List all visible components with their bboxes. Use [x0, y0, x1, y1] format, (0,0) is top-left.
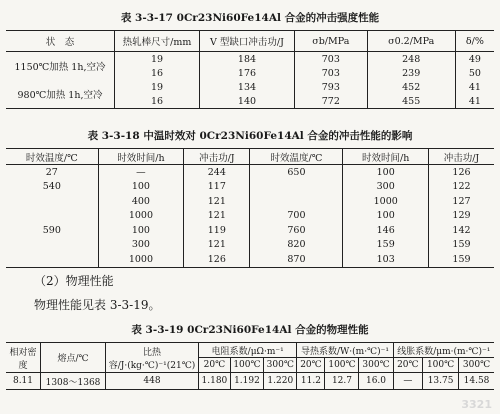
table-cell: 703 — [295, 52, 368, 67]
table-row — [6, 180, 494, 195]
table-cell: 117 — [184, 180, 250, 195]
table-cell: 870 — [250, 252, 343, 267]
table-cell: 159 — [452, 253, 471, 265]
table-cell: 100 — [98, 180, 184, 195]
temperature-header: 100℃ — [230, 358, 263, 373]
table-row — [6, 373, 494, 390]
table-cell: 239 — [367, 66, 455, 80]
table-cell: 129 — [452, 210, 471, 222]
table-cell: 41 — [468, 95, 481, 107]
table-cell: 159 — [452, 239, 471, 251]
table-cell: 760 — [250, 223, 343, 238]
column-header: 线胀系数/μm·(m·℃)⁻¹ — [393, 343, 494, 358]
table-cell: 452 — [367, 80, 455, 94]
table-cell: 1000 — [98, 209, 184, 224]
table-cell: 100 — [343, 165, 429, 180]
table-cell — [6, 209, 98, 224]
table-header-row — [6, 149, 494, 165]
table-cell: 122 — [452, 181, 471, 193]
table-cell: 126 — [452, 166, 471, 178]
table-cell: 41 — [468, 81, 481, 93]
table-cell: 1308～1368 — [41, 373, 106, 390]
table-cell: 300 — [343, 180, 429, 195]
temperature-header: 20℃ — [199, 358, 231, 373]
table-cell: — — [98, 165, 184, 180]
table-cell: 134 — [200, 80, 295, 94]
table-cell: 146 — [343, 223, 429, 238]
column-header: V 型缺口冲击功/J — [200, 31, 295, 52]
table-cell: — — [393, 373, 423, 390]
table-caption: 表 3-3-17 0Cr23Ni60Fe14Al 合金的冲击强度性能 — [120, 12, 380, 24]
table-cell: 126 — [184, 252, 250, 267]
table-row — [6, 238, 494, 253]
table-cell: 1000 — [98, 252, 184, 267]
table-cell: 121 — [184, 209, 250, 224]
table-cell: 13.75 — [423, 373, 459, 390]
table-cell: 19 — [115, 52, 200, 67]
column-header: 冲击功/J — [429, 149, 495, 165]
table-cell: 184 — [200, 52, 295, 67]
column-header: 状 态 — [6, 31, 115, 52]
table-cell: 8.11 — [6, 373, 41, 390]
table-row — [6, 252, 494, 267]
table-cell: 820 — [250, 238, 343, 253]
table-cell: 700 — [250, 209, 343, 224]
table-cell: 703 — [295, 66, 368, 80]
table-cell: 176 — [200, 66, 295, 80]
table-cell: 127 — [452, 195, 471, 207]
temperature-header: 20℃ — [393, 358, 423, 373]
temperature-header: 300℃ — [359, 358, 393, 373]
column-header: 熔点/℃ — [41, 343, 106, 373]
column-header: 时效温度/℃ — [6, 149, 98, 165]
table-cell — [6, 252, 98, 267]
impact-strength-table — [6, 30, 494, 109]
watermark: 3321 — [461, 398, 492, 411]
table-cell: 244 — [184, 165, 250, 180]
table-cell: 248 — [367, 52, 455, 67]
table-row — [6, 223, 494, 238]
table-header-row — [6, 31, 494, 52]
table-cell: 590 — [6, 223, 98, 238]
temperature-header: 300℃ — [264, 358, 297, 373]
table-cell: 1.220 — [264, 373, 297, 390]
table-cell: 16.0 — [359, 373, 393, 390]
table-cell: 11.2 — [297, 373, 325, 390]
table-cell: 980℃加热 1h,空冷 — [6, 80, 115, 109]
table-caption: 表 3-3-19 0Cr23Ni60Fe14Al 合金的物理性能 — [131, 324, 369, 336]
aging-effect-table — [6, 148, 494, 268]
table-cell: 772 — [295, 94, 368, 109]
table-row — [6, 52, 494, 67]
table-cell: 14.58 — [463, 376, 490, 386]
table-cell: 49 — [468, 53, 481, 65]
column-header: 电阻系数/μΩ·m⁻¹ — [199, 343, 297, 358]
table-row — [6, 80, 494, 94]
table-cell — [6, 194, 98, 209]
table-cell: 119 — [184, 223, 250, 238]
temperature-header: 100℃ — [423, 358, 459, 373]
temperature-header: 20℃ — [297, 358, 325, 373]
temperature-header: 300℃ — [459, 358, 494, 373]
table-cell: 300 — [98, 238, 184, 253]
table-cell: 16 — [115, 94, 200, 109]
section-heading: （2）物理性能 — [34, 274, 114, 288]
table-cell: 100 — [343, 209, 429, 224]
column-header: 冲击功/J — [184, 149, 250, 165]
column-header: 热轧棒尺寸/mm — [115, 31, 200, 52]
table-row — [6, 194, 494, 209]
table-cell: 1.180 — [199, 373, 231, 390]
column-header: 导热系数/W·(m·℃)⁻¹ — [297, 343, 393, 358]
table-cell: 455 — [367, 94, 455, 109]
table-row — [6, 165, 494, 180]
column-header: 相对密度 — [6, 343, 41, 373]
table-cell: 1150℃加热 1h,空冷 — [6, 52, 115, 81]
table-cell: 19 — [115, 80, 200, 94]
table-cell: 793 — [295, 80, 368, 94]
column-header: 时效时间/h — [343, 149, 429, 165]
temperature-header: 100℃ — [325, 358, 359, 373]
table-cell: 50 — [468, 67, 481, 79]
column-header: σb/MPa — [295, 31, 368, 52]
table-cell: 103 — [343, 252, 429, 267]
table-cell — [6, 238, 98, 253]
table-cell: 540 — [6, 180, 98, 195]
table-cell: 12.7 — [325, 373, 359, 390]
column-header: 时效时间/h — [98, 149, 184, 165]
table-row — [6, 209, 494, 224]
table-cell: 16 — [115, 66, 200, 80]
table-cell — [250, 180, 343, 195]
table-cell: 142 — [452, 224, 471, 236]
table-cell: 27 — [6, 165, 98, 180]
table-cell: 121 — [184, 194, 250, 209]
table-cell: 100 — [98, 223, 184, 238]
column-header: 时效温度/℃ — [250, 149, 343, 165]
section-body: 物理性能见表 3-3-19。 — [34, 298, 161, 312]
table-cell: 121 — [184, 238, 250, 253]
table-cell: 1000 — [343, 194, 429, 209]
physical-properties-table — [6, 342, 494, 390]
table-caption: 表 3-3-18 中温时效对 0Cr23Ni60Fe14Al 合金的冲击性能的影响 — [87, 130, 413, 142]
table-cell: 1.192 — [230, 373, 263, 390]
column-header: σ0.2/MPa — [367, 31, 455, 52]
column-header: δ/% — [455, 31, 494, 52]
table-cell: 650 — [250, 165, 343, 180]
table-cell: 140 — [200, 94, 295, 109]
column-header: 比热容/J·(kg·℃)⁻¹(21℃) — [106, 343, 199, 373]
table-header-row — [6, 343, 494, 358]
table-cell: 159 — [343, 238, 429, 253]
table-cell — [250, 194, 343, 209]
table-cell: 448 — [106, 373, 199, 390]
table-cell: 400 — [98, 194, 184, 209]
